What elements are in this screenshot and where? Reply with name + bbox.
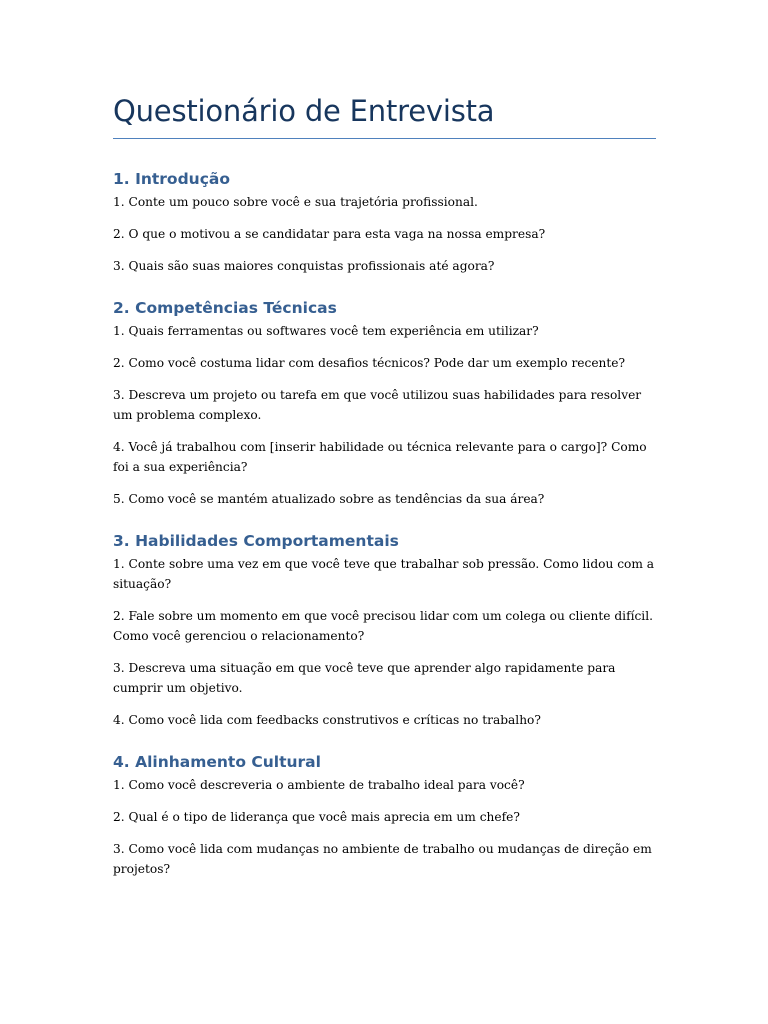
question-item: 2. Fale sobre um momento em que você precisou lidar com um colega ou cliente difícil. Como você gerenciou o relacionamento? (113, 609, 653, 643)
question-item: 2. Qual é o tipo de liderança que você mais aprecia em um chefe? (113, 810, 520, 824)
section-competencias-tecnicas (113, 298, 656, 509)
document-title: Questionário de Entrevista (113, 94, 495, 128)
title-underline (113, 138, 656, 139)
question-item: 4. Você já trabalhou com [inserir habilidade ou técnica relevante para o cargo]? Como foi a sua experiência? (113, 440, 647, 474)
section-heading: 1. Introdução (113, 170, 230, 188)
section-alinhamento-cultural (113, 752, 656, 879)
section-heading: 2. Competências Técnicas (113, 299, 337, 317)
question-item: 5. Como você se mantém atualizado sobre as tendências da sua área? (113, 492, 545, 506)
question-item: 1. Quais ferramentas ou softwares você tem experiência em utilizar? (113, 324, 539, 338)
section-heading: 4. Alinhamento Cultural (113, 753, 321, 771)
question-item: 2. Como você costuma lidar com desafios técnicos? Pode dar um exemplo recente? (113, 356, 626, 370)
section-habilidades-comportamentais (113, 531, 656, 730)
question-item: 3. Descreva uma situação em que você teve que aprender algo rapidamente para cumprir um objetivo. (113, 661, 616, 695)
question-item: 4. Como você lida com feedbacks construtivos e críticas no trabalho? (113, 713, 541, 727)
question-item: 3. Como você lida com mudanças no ambiente de trabalho ou mudanças de direção em projetos? (113, 842, 652, 876)
question-item: 2. O que o motivou a se candidatar para esta vaga na nossa empresa? (113, 227, 546, 241)
question-item: 3. Quais são suas maiores conquistas profissionais até agora? (113, 259, 495, 273)
question-item: 1. Conte sobre uma vez em que você teve que trabalhar sob pressão. Como lidou com a situação? (113, 557, 655, 591)
question-item: 3. Descreva um projeto ou tarefa em que você utilizou suas habilidades para resolver um problema complexo. (113, 388, 642, 422)
section-heading: 3. Habilidades Comportamentais (113, 532, 399, 550)
question-item: 1. Conte um pouco sobre você e sua trajetória profissional. (113, 195, 478, 209)
document-page (113, 92, 656, 901)
question-item: 1. Como você descreveria o ambiente de trabalho ideal para você? (113, 778, 525, 792)
section-introducao (113, 169, 656, 276)
